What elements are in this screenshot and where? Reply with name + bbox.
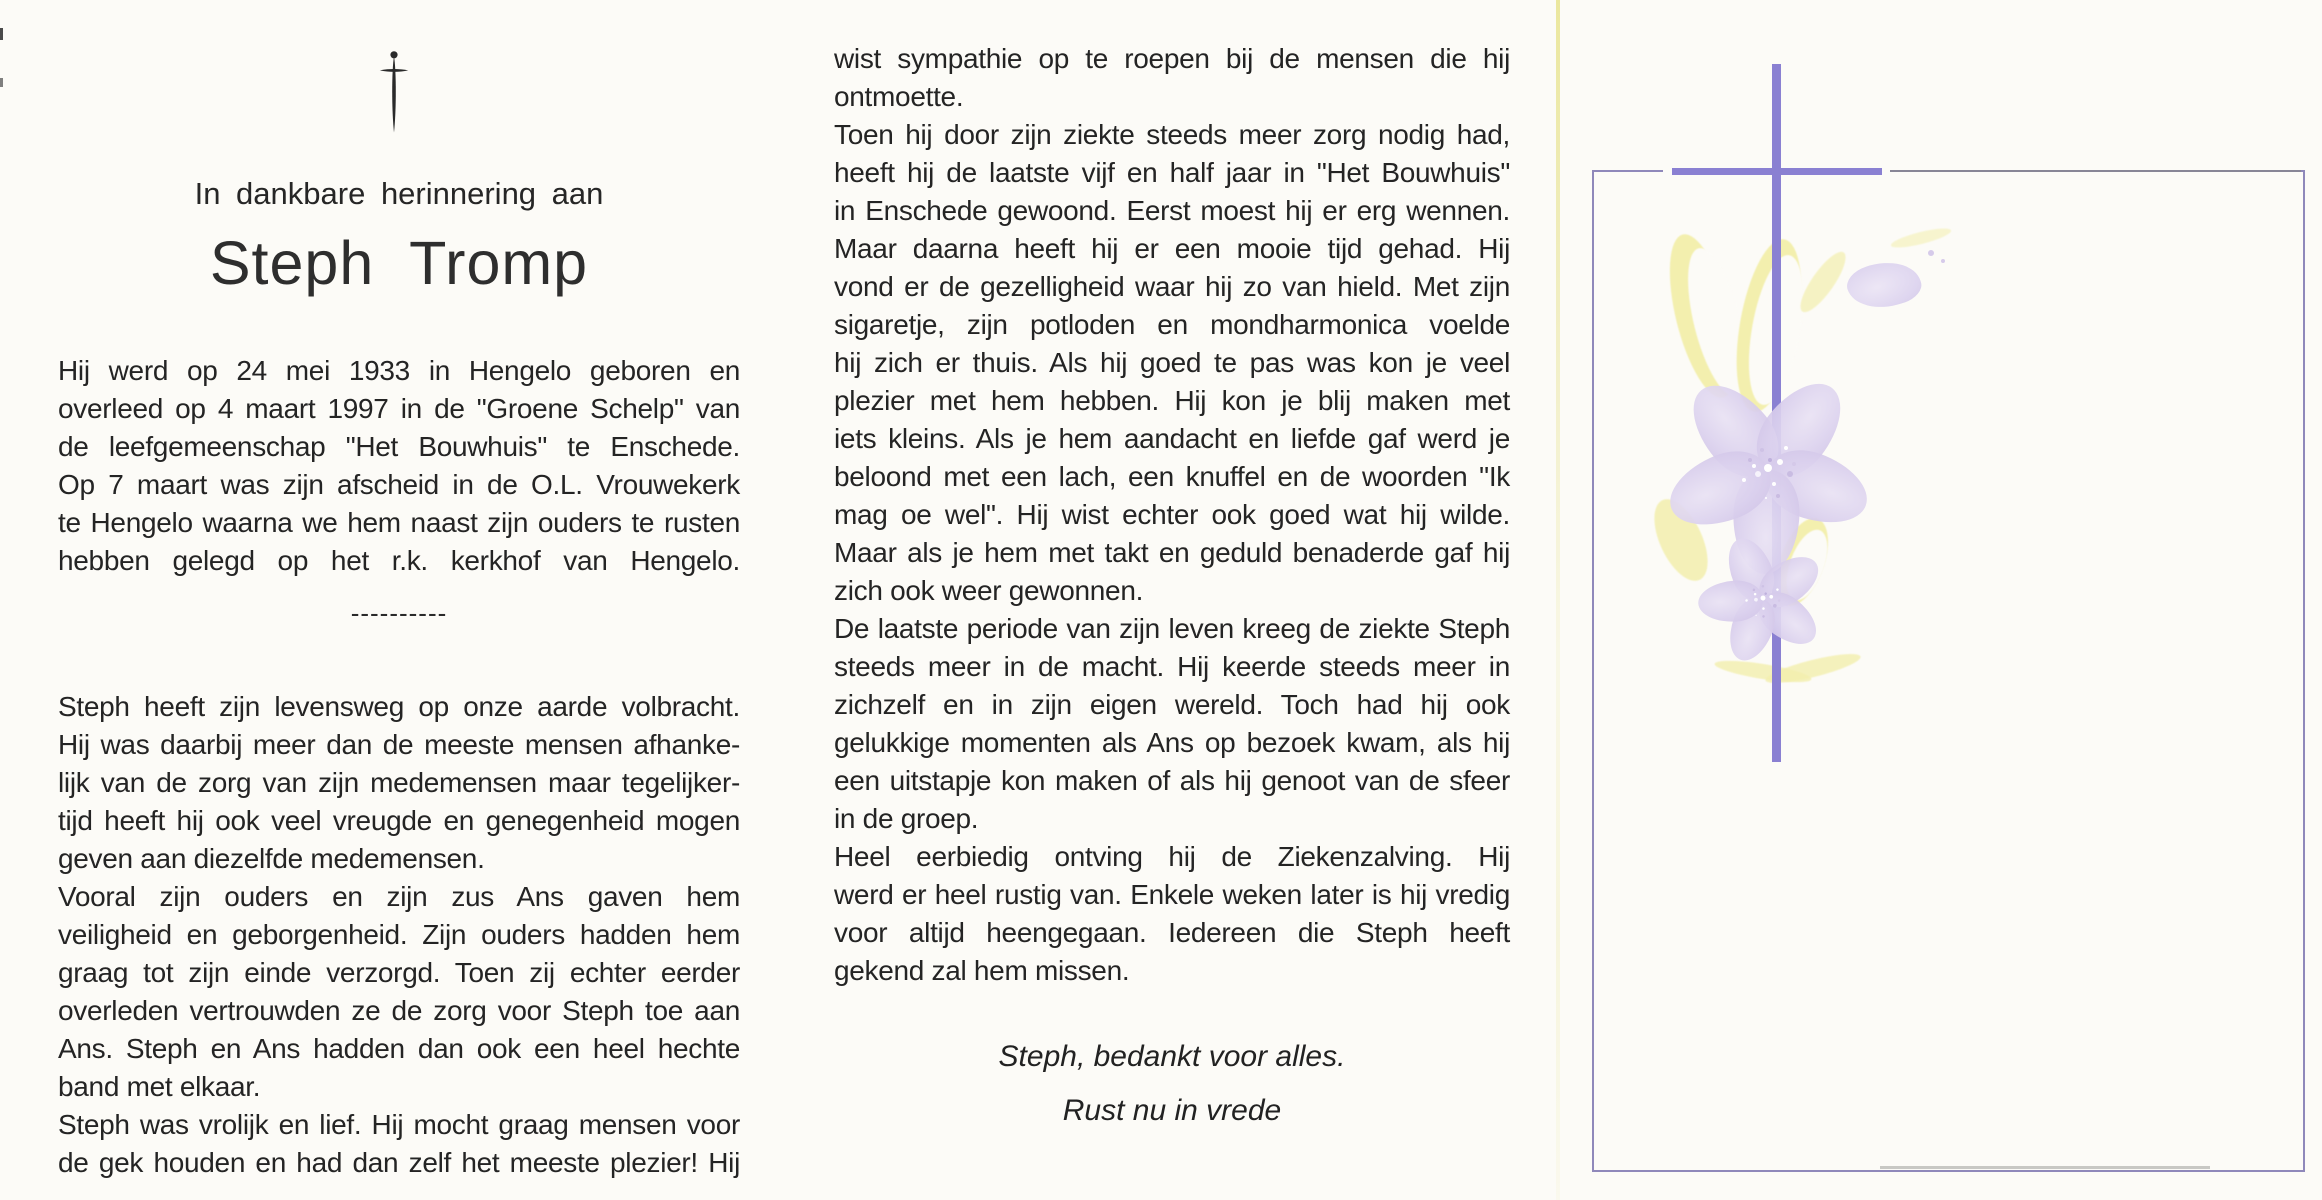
petal-sparkle bbox=[1928, 250, 1934, 256]
text-line: Steph heeft zijn levensweg op onze aarde volbracht. bbox=[58, 691, 740, 722]
paragraph-het-bouwhuis bbox=[834, 116, 1510, 610]
text-line: plezier met hem hebben. Hij kon je blij maken met bbox=[834, 385, 1510, 416]
text-line: te Hengelo waarna we hem naast zijn ouders te rusten bbox=[58, 507, 740, 538]
text-line: Hij werd op 24 mei 1933 in Hengelo geboren en bbox=[58, 355, 740, 386]
scan-edge-speck bbox=[0, 78, 3, 87]
frame-gray-segment bbox=[1890, 170, 2301, 172]
text-line: De laatste periode van zijn leven kreeg de ziekte Steph bbox=[834, 613, 1510, 644]
text-line: sigaretje, zijn potloden en mondharmonica voelde bbox=[834, 309, 1510, 340]
text-line: Toen hij door zijn ziekte steeds meer zorg nodig had, bbox=[834, 119, 1510, 150]
text-line: overleed op 4 maart 1997 in de "Groene Schelp" van bbox=[58, 393, 740, 424]
text-line: Maar als je hem met takt en geduld benaderde gaf hij bbox=[834, 537, 1510, 568]
text-line: graag tot zijn einde verzorgd. Toen zij echter eerder bbox=[58, 957, 740, 988]
text-line: band met elkaar. bbox=[58, 1071, 261, 1102]
flower-center-speckles bbox=[1764, 464, 1772, 472]
frame-gray-segment bbox=[1880, 1166, 2210, 1169]
middle-column-text bbox=[834, 40, 1510, 990]
text-line: mag oe wel". Hij wist echter ook goed wat hij wilde. bbox=[834, 499, 1510, 530]
text-line: Steph was vrolijk en lief. Hij mocht graag mensen voor bbox=[58, 1109, 740, 1140]
text-line: ontmoette. bbox=[834, 81, 964, 112]
memorial-cross-icon bbox=[379, 50, 409, 134]
text-line: overleden vertrouwden ze de zorg voor Steph toe aan bbox=[58, 995, 740, 1026]
text-line: lijk van de zorg van zijn medemensen maar tegelijker- bbox=[58, 767, 740, 798]
closing-line-2: Rust nu in vrede bbox=[1062, 1094, 1282, 1127]
text-line: de gek houden en had dan zelf het meeste plezier! Hij bbox=[58, 1147, 740, 1178]
scan-edge-speck bbox=[0, 28, 3, 40]
text-line: wist sympathie op te roepen bij de mensen die hij bbox=[834, 43, 1510, 74]
paragraph-vrolijk-en-lief bbox=[58, 1106, 740, 1182]
intro-line: In dankbare herinnering aan bbox=[194, 176, 604, 211]
text-line: tijd heeft hij ook veel vreugde en genegenheid mogen bbox=[58, 805, 740, 836]
petal-sparkle bbox=[1941, 259, 1945, 263]
left-column-text bbox=[58, 688, 740, 1182]
text-line: veiligheid en geborgenheid. Zijn ouders hadden hem bbox=[58, 919, 740, 950]
text-line: hij zich er thuis. Als hij goed te pas was kon je veel bbox=[834, 347, 1510, 378]
paragraph-ziekenzalving bbox=[834, 838, 1510, 990]
text-line: gelukkige momenten als Ans op bezoek kwam, als hij bbox=[834, 727, 1510, 758]
text-line: gekend zal hem missen. bbox=[834, 955, 1130, 986]
text-line: Hij was daarbij meer dan de meeste mensen afhanke- bbox=[58, 729, 740, 760]
paragraph-ouders-en-ans bbox=[58, 878, 740, 1106]
closing-dedication bbox=[834, 1030, 1510, 1138]
text-line: Ans. Steph en Ans hadden dan ook een heel hechte bbox=[58, 1033, 740, 1064]
text-line: hebben gelegd op het r.k. kerkhof van Hengelo. bbox=[58, 545, 740, 576]
frame-break bbox=[1881, 168, 1890, 175]
text-line: Maar daarna heeft hij er een mooie tijd gehad. Hij bbox=[834, 233, 1510, 264]
text-line: beloond met een lach, een knuffel en de woorden "Ik bbox=[834, 461, 1510, 492]
text-line: Heel eerbiedig ontving hij de Ziekenzalving. Hij bbox=[834, 841, 1510, 872]
text-line: Op 7 maart was zijn afscheid in de O.L. Vrouwekerk bbox=[58, 469, 740, 500]
text-line: voor altijd heengegaan. Iedereen die Steph heeft bbox=[834, 917, 1510, 948]
paragraph-life-dates bbox=[58, 352, 740, 580]
text-line: iets kleins. Als je hem aandacht en liefde gaf werd je bbox=[834, 423, 1510, 454]
text-line: een uitstapje kon maken of als hij genoot van de sfeer bbox=[834, 765, 1510, 796]
text-line: zich ook weer gewonnen. bbox=[834, 575, 1144, 606]
paragraph-levensweg bbox=[58, 688, 740, 878]
text-line: de leefgemeenschap "Het Bouwhuis" te Enschede. bbox=[58, 431, 740, 462]
text-line: vond er de gezelligheid waar hij zo van hield. Met zijn bbox=[834, 271, 1510, 302]
closing-line-1: Steph, bedankt voor alles. bbox=[998, 1040, 1346, 1073]
text-line: in Enschede gewoond. Eerst moest hij er erg wennen. bbox=[834, 195, 1510, 226]
text-line: in de groep. bbox=[834, 803, 979, 834]
text-line: steeds meer in de macht. Hij keerde steeds meer in bbox=[834, 651, 1510, 682]
cross-horizontal-bar bbox=[1672, 168, 1882, 175]
text-line: werd er heel rustig van. Enkele weken later is hij vredig bbox=[834, 879, 1510, 910]
paragraph-sympathie bbox=[834, 40, 1510, 116]
text-line: Vooral zijn ouders en zijn zus Ans gaven hem bbox=[58, 881, 740, 912]
paragraph-laatste-periode bbox=[834, 610, 1510, 838]
text-line: zichzelf en in zijn eigen wereld. Toch had hij ook bbox=[834, 689, 1510, 720]
text-line: geven aan diezelfde medemensen. bbox=[58, 843, 485, 874]
section-divider: ---------- bbox=[350, 598, 448, 628]
page-fold-line bbox=[1556, 0, 1560, 1200]
deceased-name: Steph Tromp bbox=[209, 229, 589, 297]
text-line: heeft hij de laatste vijf en half jaar in "Het Bouwhuis" bbox=[834, 157, 1510, 188]
